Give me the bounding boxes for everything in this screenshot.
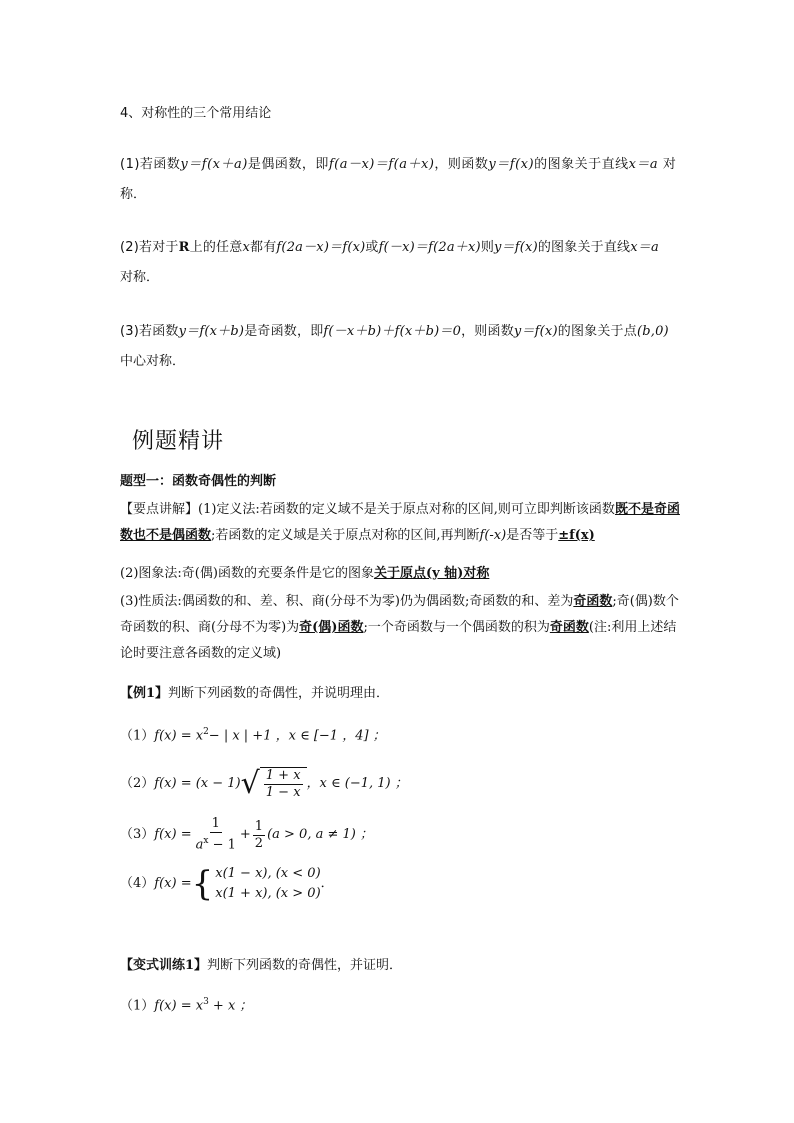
example-1-item-4: （4） f(x) = { x(1 − x), (x < 0) x(1 + x), (x > 0) ． xyxy=(120,864,334,904)
example-1-item-2: （2） f(x) = (x − 1) √ $\frac{1 + x}{1 - x}$ ，x ∈ (−1, 1) ； xyxy=(120,766,408,801)
section-title: 例题精讲 xyxy=(132,429,225,454)
conclusion-1: (1)若函数y＝f(x＋a)是偶函数，即f(a－x)＝f(a＋x)，则函数y＝f(x)的图象关于直线x＝a 对 xyxy=(120,157,677,172)
sqrt-expression xyxy=(241,767,307,801)
exercise-1-header: 【变式训练1】判断下列函数的奇偶性，并证明． xyxy=(120,958,403,973)
type1-point-3: (3)性质法:偶函数的和、差、积、商(分母不为零)仍为偶函数;奇函数的和、差为奇函数;奇(偶)数个奇函数的积、商(分母不为零)为奇(偶)函数;一个奇函数与一个偶函数的积为奇函数(注:利用上述结论时要注意各函数的定义域) xyxy=(120,594,679,661)
example-1-item-1: $(1)f(x) = x^2-$ | x | +1 ，x ∈ [−1 ，4] ； xyxy=(120,727,386,744)
conclusion-2-line2: 对称． xyxy=(120,270,160,285)
conclusion-2: (2)若对于R上的任意x都有f(2a－x)＝f(x)或f(－x)＝f(2a＋x)则y＝f(x)的图象关于直线x＝a xyxy=(120,240,659,255)
fraction: $\frac{1}{2}$ xyxy=(254,818,264,851)
fraction: $\frac{1 + x}{1 - x}$ xyxy=(265,768,301,800)
example-1-item-3: （3） f(x) = $\frac{1}{a^x - 1}$ + $\frac{1}{2}$ (a > 0, a ≠ 1) ； xyxy=(120,816,373,853)
conclusion-3-line2: 中心对称． xyxy=(120,354,186,369)
conclusion-1-line2: 称． xyxy=(120,187,147,202)
piecewise: { x(1 − x), (x < 0) x(1 + x), (x > 0) xyxy=(191,864,321,904)
type1-point-2: (2)图象法:奇(偶)函数的充要条件是它的图象关于原点(y 轴)对称 xyxy=(120,566,490,581)
exercise-1-item-1: $(1)f(x) = x^3 + x$ ； xyxy=(120,997,253,1014)
type1-point-1: 【要点讲解】(1)定义法:若函数的定义域不是关于原点对称的区间,则可立即判断该函数既不是奇函数也不是偶函数;若函数的定义域是关于原点对称的区间,再判断f(-x)是否等于±f(x) xyxy=(120,502,680,543)
fraction: $\frac{1}{a^x - 1}$ xyxy=(195,816,236,853)
heading-symmetry: 4、对称性的三个常用结论 xyxy=(120,106,272,121)
type1-title: 题型一：函数奇偶性的判断 xyxy=(120,474,277,489)
example-1-header: 【例1】判断下列函数的奇偶性，并说明理由． xyxy=(120,686,390,701)
sqrt-sign: √ xyxy=(240,766,260,801)
left-brace: { xyxy=(191,864,214,904)
conclusion-3: (3)若函数y＝f(x＋b)是奇函数，即f(－x＋b)＋f(x＋b)＝0，则函数y＝f(x)的图象关于点(b,0) xyxy=(120,324,669,339)
